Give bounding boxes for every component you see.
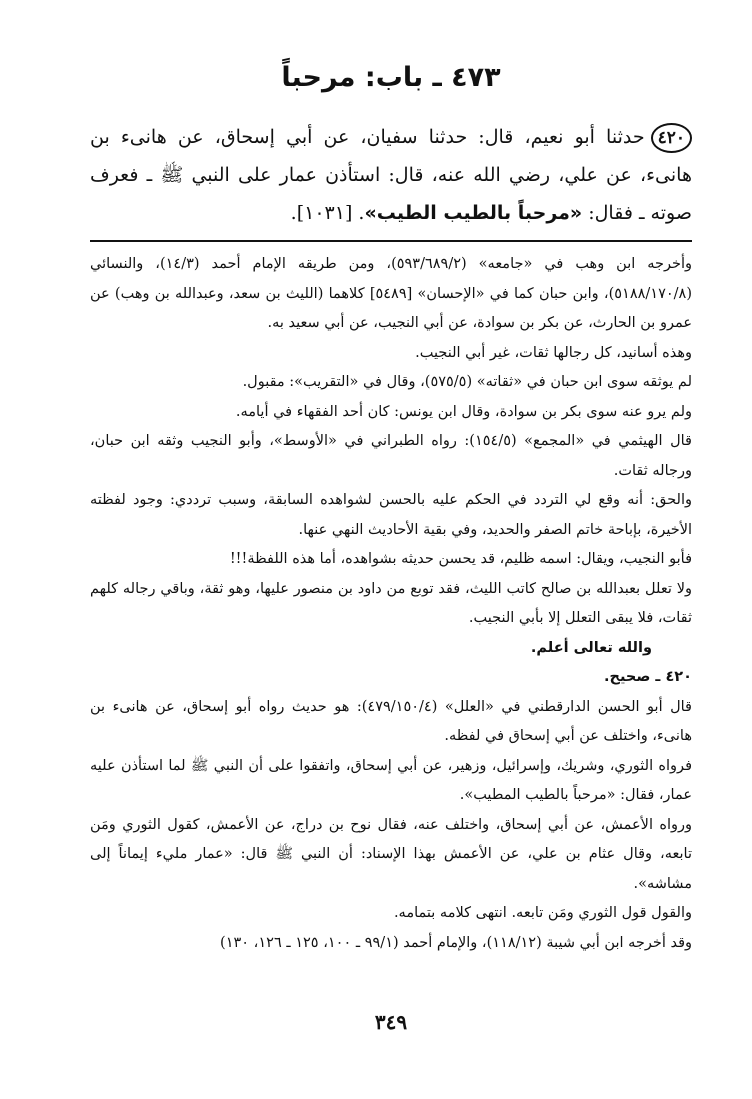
footnote-paragraph: قال أبو الحسن الدارقطني في «العلل» (٤٧٩/١٥٠/٤): هو حديث رواه أبو إسحاق، عن هانىء بن هانىء، واختلف عن أبي إسحاق في لفظه.: [90, 698, 692, 744]
footnote-paragraph: قال الهيثمي في «المجمع» (١٥٤/٥): رواه الطبراني في «الأوسط»، وأبو النجيب وثقه ابن حبان، ورجاله ثقات.: [90, 433, 692, 479]
footnote-paragraph: وهذه أسانيد، كل رجالها ثقات، غير أبي النجيب.: [415, 344, 692, 361]
footnote-paragraph: ورواه الأعمش، عن أبي إسحاق، واختلف عنه، فقال نوح بن دراج، عن الأعمش، كقول الثوري ومَن تابعه، وقال عثام بن علي، عن الأعمش بهذا الإسناد: أن النبي ﷺ قال: «عمار مليء إيماناً إلى مشاشه».: [90, 816, 692, 892]
hadith-number-badge: ٤٢٠: [651, 123, 692, 153]
chapter-title: ٤٧٣ ـ باب: مرحباً: [281, 62, 501, 93]
footnote-paragraph: والحق: أنه وقع لي التردد في الحكم عليه بالحسن لشواهده السابقة، وسبب ترددي: وجود لفظته الأخيرة، بإباحة خاتم الصفر والحديد، وفي بقية الأحاديث النهي عنها.: [90, 492, 692, 538]
page-number: ٣٤٩: [374, 1010, 408, 1034]
footnote-paragraph: فأبو النجيب، ويقال: اسمه ظليم، قد يحسن حديثه بشواهده، أما هذه اللفظة!!!: [229, 551, 692, 567]
footnote-paragraph: وأخرجه ابن وهب في «جامعه» (٥٩٣/٦٨٩/٢)، ومن طريقه الإمام أحمد (١٤/٣)، والنسائي (٥١٨٨/١٧٠/٨)، وابن حبان كما في «الإحسان» [٥٤٨٩] كلاهما (الليث بن سعد، وعبدالله بن وهب) عن عمرو بن الحارث، عن بكر بن سوادة، عن أبي النجيب، عن أبي سعيد به.: [90, 256, 692, 331]
footnote-paragraph: فرواه الثوري، وشريك، وإسرائيل، وزهير، عن أبي إسحاق، واتفقوا على أن النبي ﷺ لما استأذن عليه عمار، فقال: «مرحباً بالطيب المطيب».: [90, 757, 692, 803]
footnote-paragraph: وقد أخرجه ابن أبي شيبة (١١٨/١٢)، والإمام أحمد (٩٩/١ ـ ١٠٠، ١٢٥ ـ ١٢٦، ١٣٠): [220, 934, 692, 951]
hadith-text: [90, 118, 692, 232]
hadith-grade: ٤٢٠ ـ صحيح.: [604, 669, 692, 685]
footnote-divider: [90, 240, 692, 242]
hadith-quote: «مرحباً بالطيب الطيب»: [364, 202, 583, 224]
hadith-body: حدثنا أبو نعيم، قال: حدثنا سفيان، عن أبي إسحاق، عن هانىء بن هانىء، عن علي، رضي الله عنه، قال: استأذن عمار على النبي ﷺ ـ فعرف صوته ـ فقال:: [90, 126, 692, 224]
footnote-paragraph: ولا تعلل بعبدالله بن صالح كاتب الليث، فقد توبع من داود بن منصور عليها، وهو ثقة، وباقي رجاله كلهم ثقات، فلا يبقى التعلل إلا بأبي النجيب.: [90, 580, 692, 626]
footnotes: [90, 250, 692, 958]
closing-phrase: والله تعالى أعلم.: [530, 639, 652, 656]
book-page: [90, 0, 692, 1099]
footnote-paragraph: ولم يرو عنه سوى بكر بن سوادة، وقال ابن يونس: كان أحد الفقهاء في أيامه.: [235, 403, 692, 420]
footnote-paragraph: والقول قول الثوري ومَن تابعه. انتهى كلامه بتمامه.: [393, 905, 692, 921]
footnote-paragraph: لم يوثقه سوى ابن حبان في «ثقاته» (٥٧٥/٥)، وقال في «التقريب»: مقبول.: [242, 374, 692, 390]
hadith-ref: . [١٠٣١].: [290, 202, 365, 224]
